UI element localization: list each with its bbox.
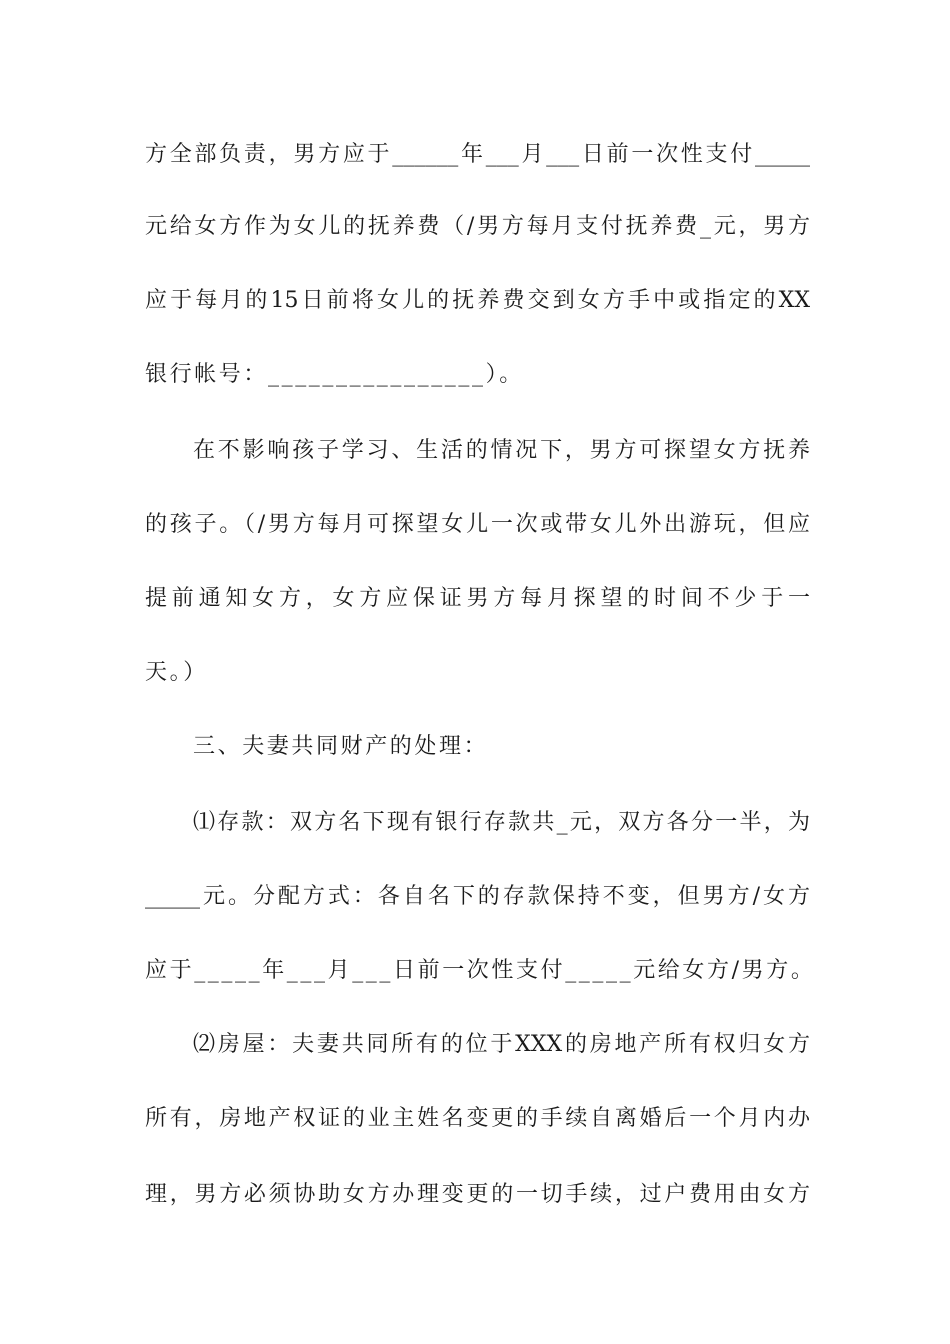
text-line: 天。）	[145, 660, 208, 685]
text-line: 元给女方作为女儿的抚养费（/男方每月支付抚养费_元，男方	[145, 214, 810, 239]
text-line: 应于每月的15日前将女儿的抚养费交到女方手中或指定的XX	[145, 288, 810, 313]
text-line: _____元。分配方式：各自名下的存款保持不变，但男方/女方	[145, 884, 810, 909]
paragraph-first-line: 在不影响孩子学习、生活的情况下，男方可探望女方抚养	[193, 438, 810, 463]
text-line: 银行帐号：________________）。	[145, 362, 524, 387]
text-line: 方全部负责，男方应于______年___月___日前一次性支付_____	[145, 142, 810, 167]
paragraph-first-line: ⑵房屋：夫妻共同所有的位于XXX的房地产所有权归女方	[193, 1032, 810, 1057]
text-line: 应于_____年___月___日前一次性支付_____元给女方/男方。	[145, 958, 816, 983]
text-line: 所有，房地产权证的业主姓名变更的手续自离婚后一个月内办	[145, 1106, 810, 1131]
text-line: 提前通知女方，女方应保证男方每月探望的时间不少于一	[145, 586, 810, 611]
paragraph-first-line: ⑴存款：双方名下现有银行存款共_元，双方各分一半，为	[193, 810, 810, 835]
text-line: 理，男方必须协助女方办理变更的一切手续，过户费用由女方	[145, 1182, 810, 1207]
section-heading: 三、夫妻共同财产的处理：	[193, 734, 489, 759]
text-line: 的孩子。（/男方每月可探望女儿一次或带女儿外出游玩，但应	[145, 512, 810, 537]
